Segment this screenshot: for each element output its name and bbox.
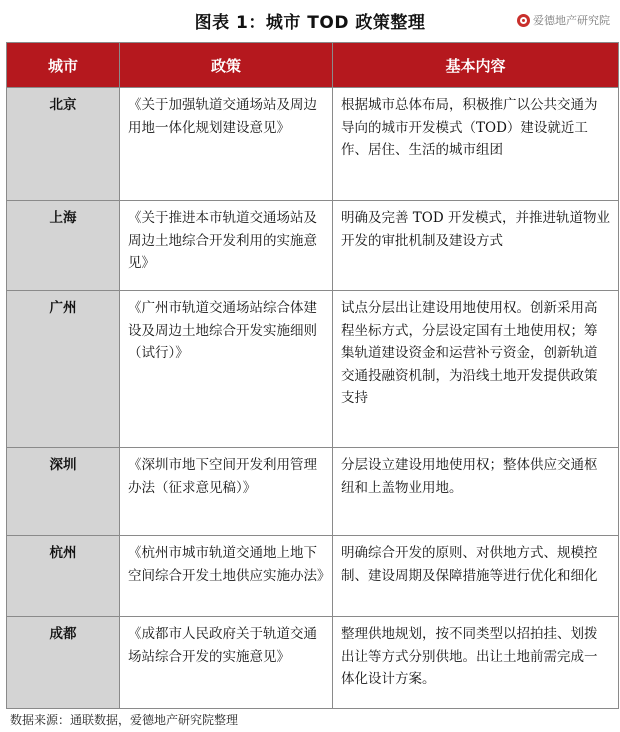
policy-cell: 《关于加强轨道交通场站及周边用地一体化规划建设意见》	[120, 88, 333, 201]
data-source-note: 数据来源：通联数据，爱德地产研究院整理	[10, 713, 239, 727]
page-title: 图表 1：城市 TOD 政策整理	[194, 13, 426, 33]
content-cell: 整理供地规划，按不同类型以招拍挂、划拨出让等方式分别供地。出让土地前需完成一体化设计方案。	[333, 617, 619, 709]
policy-cell: 《广州市轨道交通场站综合体建设及周边土地综合开发实施细则（试行）》	[120, 291, 333, 448]
brand	[517, 12, 610, 28]
header	[0, 0, 620, 40]
brand-logo-icon	[517, 14, 530, 27]
city-cell: 广州	[7, 291, 120, 448]
column-header-policy: 政策	[120, 43, 333, 88]
policy-table	[6, 42, 619, 709]
policy-cell: 《关于推进本市轨道交通场站及周边土地综合开发利用的实施意见》	[120, 201, 333, 291]
city-cell: 成都	[7, 617, 120, 709]
content-cell: 根据城市总体布局，积极推广以公共交通为导向的城市开发模式（TOD）建设就近工作、居住、生活的城市组团	[333, 88, 619, 201]
table-header-row	[7, 43, 619, 88]
table-row	[7, 536, 619, 617]
policy-cell: 《深圳市地下空间开发利用管理办法（征求意见稿）》	[120, 448, 333, 536]
policy-cell: 《成都市人民政府关于轨道交通场站综合开发的实施意见》	[120, 617, 333, 709]
column-header-city: 城市	[7, 43, 120, 88]
table-row	[7, 291, 619, 448]
content-cell: 明确综合开发的原则、对供地方式、规模控制、建设周期及保障措施等进行优化和细化	[333, 536, 619, 617]
city-cell: 北京	[7, 88, 120, 201]
column-header-content: 基本内容	[333, 43, 619, 88]
city-cell: 上海	[7, 201, 120, 291]
brand-name: 爱德地产研究院	[533, 14, 610, 27]
content-cell: 试点分层出让建设用地使用权。创新采用高程坐标方式，分层设定国有土地使用权；筹集轨道建设资金和运营补亏资金，创新轨道交通投融资机制，为沿线土地开发提供政策支持	[333, 291, 619, 448]
table-row	[7, 201, 619, 291]
table-row	[7, 448, 619, 536]
table-row	[7, 617, 619, 709]
content-cell: 明确及完善 TOD 开发模式，并推进轨道物业开发的审批机制及建设方式	[333, 201, 619, 291]
city-cell: 杭州	[7, 536, 120, 617]
policy-cell: 《杭州市城市轨道交通地上地下空间综合开发土地供应实施办法》	[120, 536, 333, 617]
city-cell: 深圳	[7, 448, 120, 536]
content-cell: 分层设立建设用地使用权；整体供应交通枢纽和上盖物业用地。	[333, 448, 619, 536]
table-row	[7, 88, 619, 201]
